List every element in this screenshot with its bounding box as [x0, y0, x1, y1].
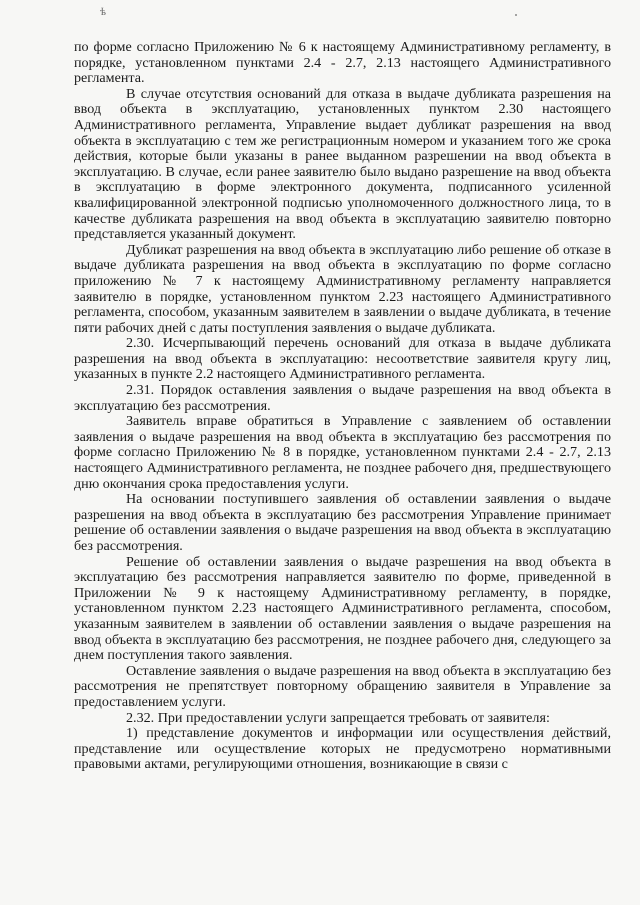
paragraph-5: 2.31. Порядок оставления заявления о выдаче разрешения на ввод объекта в эксплуатацию без рассмотрения.: [74, 382, 611, 414]
scan-dot: [515, 14, 517, 16]
paragraph-11: 1) представление документов и информации или осуществления действий, представление или осуществление которых не предусмотрено нормативными правовыми актами, регулирующими отношения, возникающие в связи с: [74, 725, 611, 773]
paragraph-9: Оставление заявления о выдаче разрешения на ввод объекта в эксплуатацию без рассмотрения не препятствует повторному обращению заявителя в Управление за предоставлением услуги.: [74, 662, 611, 710]
paragraph-10: 2.32. При предоставлении услуги запрещается требовать от заявителя:: [126, 709, 550, 726]
scan-mark: ѣ: [100, 6, 106, 18]
paragraph-2: В случае отсутствия оснований для отказа в выдаче дубликата разрешения на ввод объекта в эксплуатацию, установленных пунктом 2.30 настоящего Административного регламента, Управление выдает дубликат разрешения на ввод объекта в эксплуатацию с тем же регистрационным номером и указанием того же срока действия, которые были указаны в ранее выданном разрешении на ввод объекта в эксплуатацию. В случае, если ранее заявителю было выдано разрешение на ввод объекта в эксплуатацию в форме электронного документа, подписанного усиленной квалифицированной электронной подписью уполномоченного должностного лица, то в качестве дубликата разрешения на ввод объекта в эксплуатацию заявителю повторно представляется указанный документ.: [74, 85, 611, 243]
paragraph-4: 2.30. Исчерпывающий перечень оснований для отказа в выдаче дубликата разрешения на ввод объекта в эксплуатацию: несоответствие заявителя кругу лиц, указанных в пункте 2.2 настоящего Административного регламента.: [74, 335, 611, 383]
paragraph-3: Дубликат разрешения на ввод объекта в эксплуатацию либо решение об отказе в выдаче дубликата разрешения на ввод объекта в эксплуатацию по форме согласно приложению № 7 к настоящему Административному регламенту направляется заявителю в порядке, установленном пунктом 2.23 настоящего Административного регламента, способом, указанным заявителем в заявлении о выдаче дубликата, в течение пяти рабочих дней с даты поступления заявления о выдаче дубликата.: [74, 241, 611, 336]
paragraph-1: по форме согласно Приложению № 6 к настоящему Административному регламенту, в порядке, установленном пунктами 2.4 - 2.7, 2.13 настоящего Административного регламента.: [74, 39, 611, 87]
paragraph-8: Решение об оставлении заявления о выдаче разрешения на ввод объекта в эксплуатацию без рассмотрения направляется заявителю по форме, приведенной в Приложении № 9 к настоящему Административному регламенту, в порядке, установленном пунктом 2.23 настоящего Административного регламента, способом, указанным заявителем в заявлении об оставлении заявления о выдаче разрешения на ввод объекта в эксплуатацию без рассмотрения, не позднее рабочего дня, следующего за днем поступления такого заявления.: [74, 553, 611, 664]
paragraph-6: Заявитель вправе обратиться в Управление с заявлением об оставлении заявления о выдаче разрешения на ввод объекта в эксплуатацию без рассмотрения по форме согласно Приложению № 8 в порядке, установленном пунктами 2.4 - 2.7, 2.13 настоящего Административного регламента, не позднее рабочего дня, предшествующего дню окончания срока предоставления услуги.: [74, 413, 611, 492]
paragraph-7: На основании поступившего заявления об оставлении заявления о выдаче разрешения на ввод объекта в эксплуатацию без рассмотрения Управление принимает решение об оставлении заявления о выдаче разрешения на ввод объекта в эксплуатацию без рассмотрения.: [74, 491, 611, 554]
